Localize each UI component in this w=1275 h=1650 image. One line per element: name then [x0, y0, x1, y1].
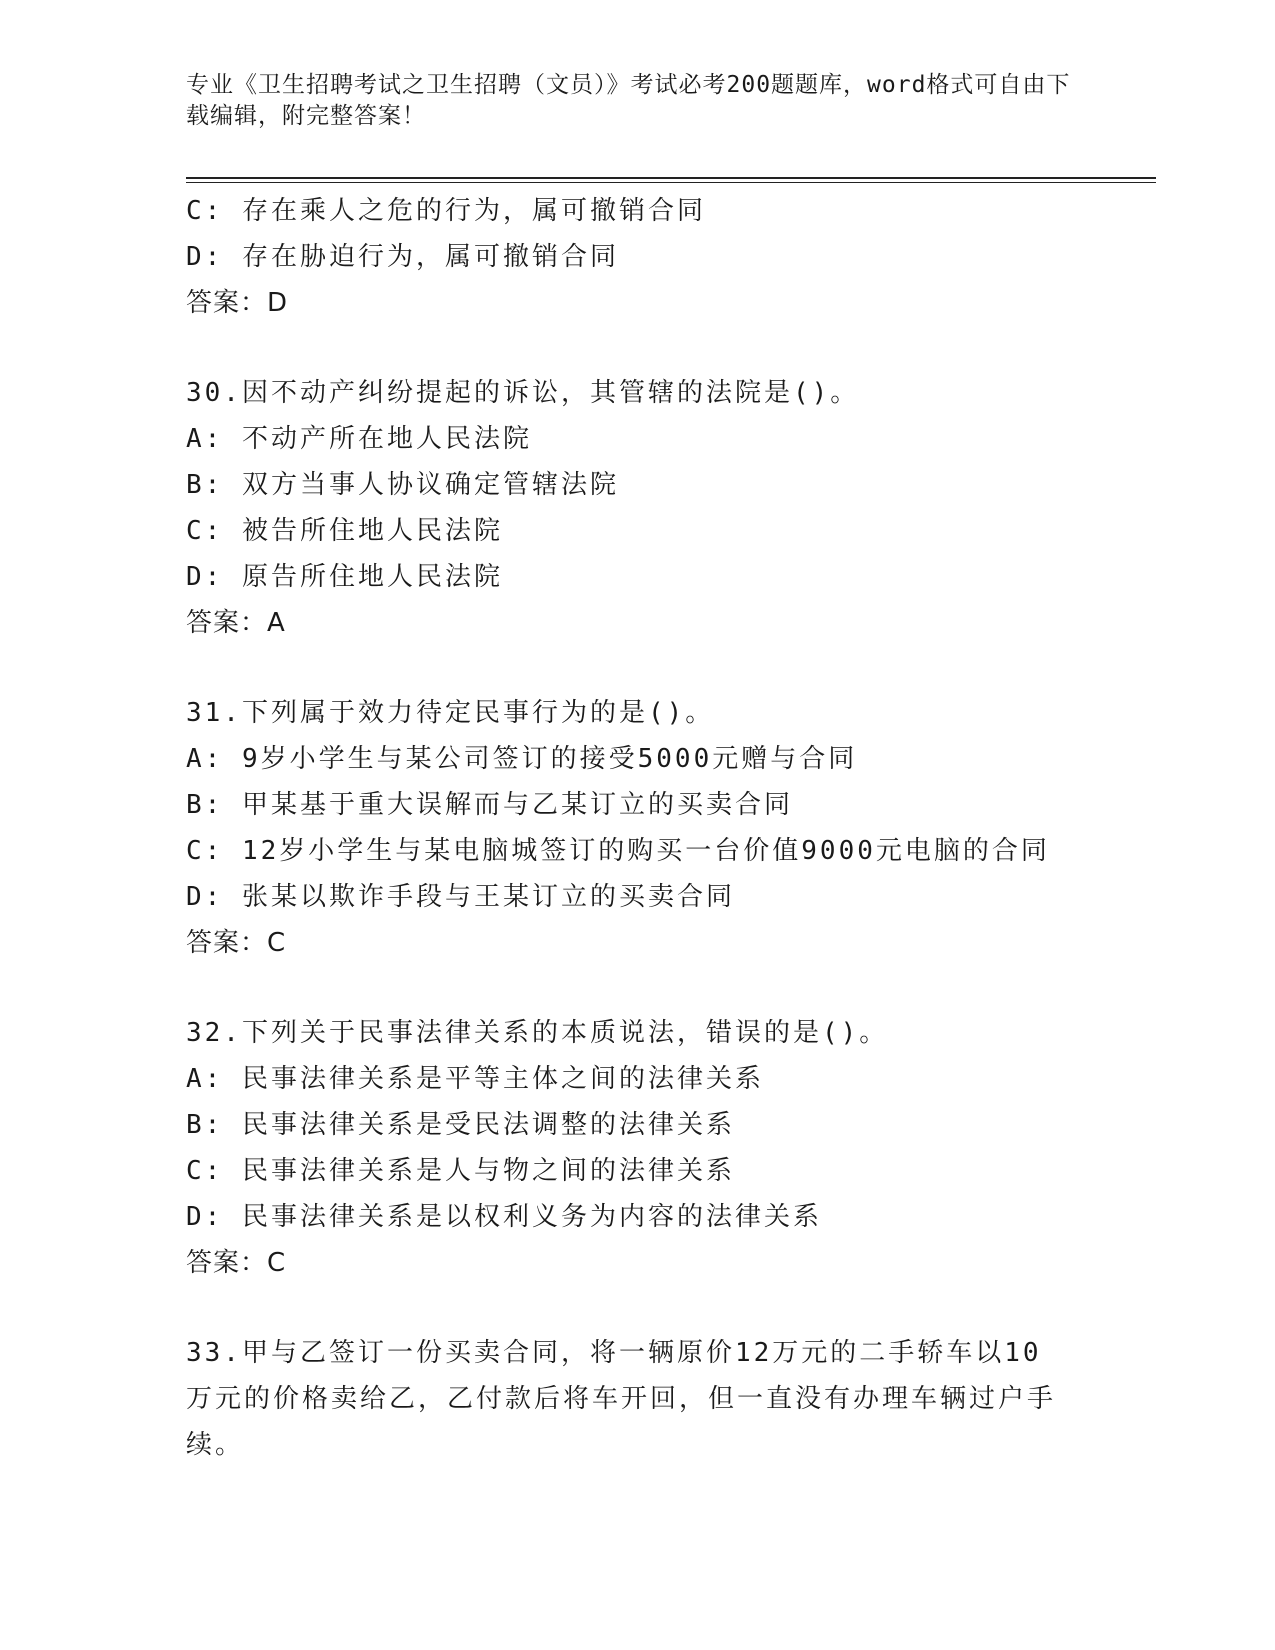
option-b: B: 甲某基于重大误解而与乙某订立的买卖合同: [186, 790, 793, 820]
option-a: A: 民事法律关系是平等主体之间的法律关系: [186, 1064, 764, 1094]
option-b: B: 双方当事人协议确定管辖法院: [186, 470, 619, 500]
question-29-continuation: [186, 188, 1106, 326]
question-stem: 31.下列属于效力待定民事行为的是()。: [186, 698, 715, 728]
answer-line: 答案：C: [186, 928, 287, 958]
option-d: D: 民事法律关系是以权利义务为内容的法律关系: [186, 1202, 822, 1232]
question-31: [186, 690, 1106, 966]
spacer: [186, 1286, 1106, 1330]
option-c: [186, 188, 1106, 234]
option-text: 存在胁迫行为，属可撤销合同: [241, 242, 619, 272]
option-b: B: 民事法律关系是受民法调整的法律关系: [186, 1110, 735, 1140]
question-33: [186, 1330, 1106, 1468]
question-list: [186, 188, 1106, 1468]
answer-line: 答案：D: [186, 288, 289, 318]
header-divider-thin: [186, 182, 1156, 183]
option-a: A: 不动产所在地人民法院: [186, 424, 532, 454]
header-divider-thick: [186, 177, 1156, 179]
question-30: [186, 370, 1106, 646]
question-stem: 30.因不动产纠纷提起的诉讼，其管辖的法院是()。: [186, 378, 860, 408]
answer-line: 答案：C: [186, 1248, 287, 1278]
answer-line: 答案：A: [186, 608, 286, 638]
option-label: D:: [186, 242, 224, 272]
option-d: D: 张某以欺诈手段与王某订立的买卖合同: [186, 882, 735, 912]
option-d: D: 原告所住地人民法院: [186, 562, 503, 592]
document-header: 专业《卫生招聘考试之卫生招聘（文员）》考试必考200题题库，word格式可自由下载编辑，附完整答案！: [186, 72, 1071, 129]
option-c: C: 被告所住地人民法院: [186, 516, 503, 546]
spacer: [186, 966, 1106, 1010]
option-label: C:: [186, 196, 224, 226]
spacer: [186, 326, 1106, 370]
option-c: C: 民事法律关系是人与物之间的法律关系: [186, 1156, 735, 1186]
spacer: [186, 646, 1106, 690]
question-32: [186, 1010, 1106, 1286]
question-stem: 33.甲与乙签订一份买卖合同，将一辆原价12万元的二手轿车以10万元的价格卖给乙，乙付款后将车开回，但一直没有办理车辆过户手续。: [186, 1338, 1057, 1460]
option-c: C: 12岁小学生与某电脑城签订的购买一台价值9000元电脑的合同: [186, 836, 1050, 866]
question-stem: 32.下列关于民事法律关系的本质说法，错误的是()。: [186, 1018, 889, 1048]
option-text: 存在乘人之危的行为，属可撤销合同: [241, 196, 706, 226]
option-d: [186, 234, 1106, 280]
option-a: A: 9岁小学生与某公司签订的接受5000元赠与合同: [186, 744, 858, 774]
